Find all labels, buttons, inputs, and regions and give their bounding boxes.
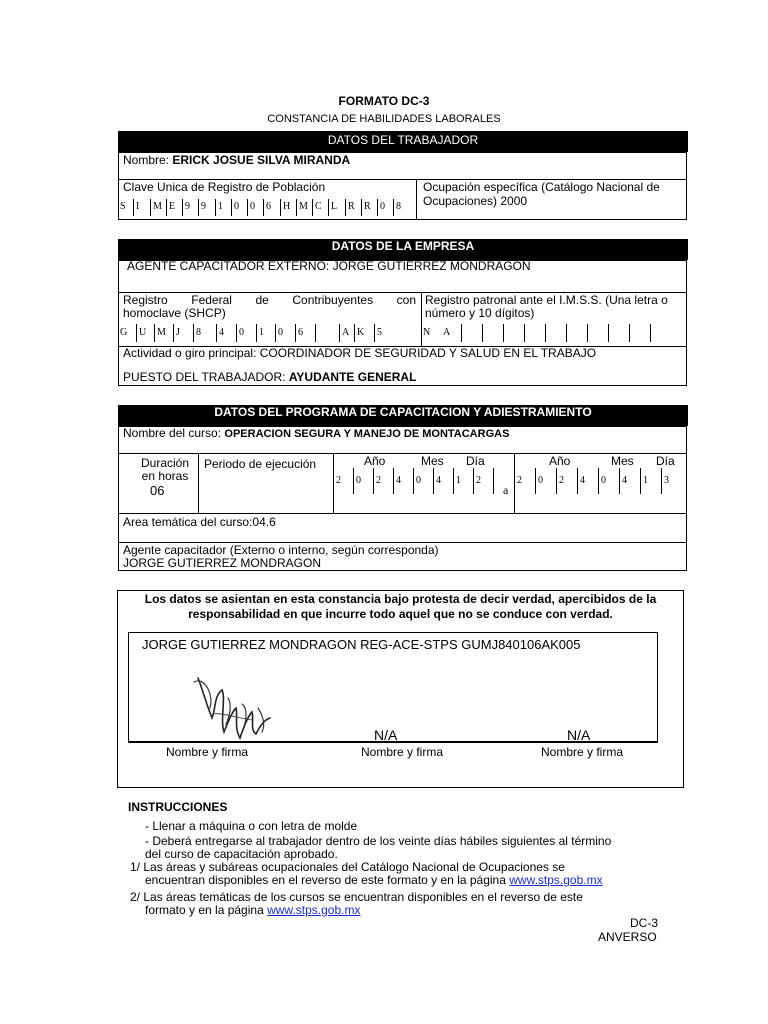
fecha-fin-cell: 4	[578, 468, 599, 494]
fecha-fin-cell: 3	[664, 475, 669, 486]
fecha-fin-cell: 2	[515, 468, 536, 494]
imss-cell	[609, 324, 630, 342]
curp-cell: 0	[248, 199, 264, 216]
fecha-inicio-cell: 1	[454, 468, 474, 494]
imss-cell: A	[441, 324, 462, 342]
form-title: FORMATO DC-3	[338, 94, 430, 108]
curp-cell: R	[346, 199, 362, 216]
fecha-inicio-cell: 0	[354, 468, 374, 494]
rfc-cell: A	[340, 324, 355, 342]
na-2: N/A	[567, 727, 591, 743]
nota-2b-wrap	[145, 903, 360, 917]
nota-1a: 1/ Las áreas y subáreas ocupacionales del Catálogo Nacional de Ocupaciones se	[130, 860, 565, 874]
imss-cell	[630, 324, 651, 342]
actividad-label: Actividad o giro principal:	[123, 346, 257, 360]
duracion-value: 06	[150, 483, 165, 498]
imss-cell	[588, 324, 609, 342]
nombre-firma-2: Nombre y firma	[360, 745, 443, 759]
divider	[416, 179, 417, 220]
fecha-fin-cell: 2	[557, 468, 578, 494]
curp-cell: S	[118, 199, 134, 216]
imss-cell	[504, 324, 525, 342]
curp-cell: 9	[199, 199, 216, 216]
nombre-field	[123, 153, 350, 167]
fecha-inicio-cell: 2	[334, 468, 354, 494]
puesto-value: AYUDANTE GENERAL	[288, 370, 417, 384]
curp-cell: 9	[183, 199, 199, 216]
duracion-label: Duración en horas	[140, 456, 190, 483]
imss-cell: N	[423, 327, 431, 338]
nombre-firma-1: Nombre y firma	[165, 745, 248, 759]
curp-cell: C	[313, 199, 329, 216]
rfc-cell: K	[355, 324, 375, 342]
imss-cell	[483, 324, 504, 342]
actividad-value: COORDINADOR DE SEGURIDAD Y SALUD EN EL TRABAJO	[259, 346, 597, 360]
puesto-label: PUESTO DEL TRABAJADOR:	[123, 370, 286, 384]
fecha-inicio-cell: 2	[474, 468, 494, 494]
dia-label-inicio: Día	[466, 454, 485, 468]
curp-label: Clave Unica de Registro de Población	[123, 180, 326, 194]
curp-cell: 1	[216, 199, 232, 216]
area-label: Area temática del curso:	[123, 515, 253, 529]
area-value: 04.6	[252, 515, 276, 529]
rfc-cells	[118, 324, 401, 342]
rfc-cell: M	[155, 324, 174, 342]
instruccion-1: - Llenar a máquina o con letra de molde	[145, 819, 358, 833]
imss-cell	[462, 324, 483, 342]
rfc-cell: J	[174, 324, 194, 342]
stps-link[interactable]: www.stps.gob.mx	[267, 903, 361, 917]
empresa-box	[118, 260, 687, 386]
fecha-fin-cell: 0	[599, 468, 620, 494]
rfc-cell: G	[118, 324, 137, 342]
section-header-programa: DATOS DEL PROGRAMA DE CAPACITACION Y ADIESTRAMIENTO	[118, 405, 688, 426]
curp-cell: 0	[232, 199, 248, 216]
instrucciones-heading: INSTRUCCIONES	[128, 800, 228, 814]
curp-cell: 6	[264, 199, 281, 216]
signature-image	[192, 668, 282, 746]
agente-value: JORGE GUTIERREZ MONDRAGON	[123, 556, 322, 570]
imss-cell	[567, 324, 588, 342]
nombre-value: ERICK JOSUE SILVA MIRANDA	[172, 153, 351, 167]
fecha-inicio-cell: 4	[394, 468, 414, 494]
curp-cell: M	[297, 199, 313, 216]
divider	[198, 453, 199, 513]
curp-cell: I	[134, 199, 151, 216]
agente-capacitador: AGENTE CAPACITADOR EXTERNO: JORGE GUTIERREZ MONDRAGON	[127, 259, 531, 273]
rfc-cell: 6	[296, 324, 316, 342]
nota-1b-wrap	[145, 873, 603, 887]
puesto-field	[123, 370, 416, 384]
curp-cell: 0	[378, 199, 394, 216]
ocupacion-label: Ocupación específica (Catálogo Nacional de Ocupaciones) 2000	[423, 180, 660, 208]
na-1: N/A	[374, 727, 398, 743]
nombre-label: Nombre:	[123, 153, 170, 167]
instruccion-2a: - Deberá entregarse al trabajador dentro de los veinte días hábiles siguientes al término	[145, 834, 612, 848]
curp-cells	[118, 199, 410, 216]
curp-cell: M	[151, 199, 167, 216]
fecha-inicio-cell: 0	[414, 468, 434, 494]
curp-cell: R	[362, 199, 378, 216]
fecha-inicio-cells	[334, 468, 494, 494]
curso-value: OPERACION SEGURA Y MANEJO DE MONTACARGAS	[224, 428, 510, 440]
section-header-trabajador: DATOS DEL TRABAJADOR	[118, 131, 688, 152]
fecha-fin-cell: 1	[641, 468, 662, 494]
fecha-fin-cell: 0	[536, 468, 557, 494]
imss-cells	[421, 324, 651, 342]
imss-cell	[525, 324, 546, 342]
nota-2a: 2/ Las áreas temáticas de los cursos se encuentran disponibles en el reverso de este	[130, 890, 583, 904]
rfc-cell: 4	[217, 324, 237, 342]
curso-label: Nombre del curso:	[123, 426, 222, 440]
rfc-cell: 0	[237, 324, 257, 342]
form-subtitle: CONSTANCIA DE HABILIDADES LABORALES	[267, 113, 501, 125]
nombre-firma-3: Nombre y firma	[540, 745, 623, 759]
mes-label-inicio: Mes	[421, 454, 444, 468]
divider	[118, 513, 687, 514]
area-field	[123, 515, 276, 529]
rfc-cell: U	[137, 324, 155, 342]
rfc-label-line2: homoclave (SHCP)	[123, 306, 226, 320]
fecha-fin-cells	[515, 468, 683, 494]
curp-cell: E	[167, 199, 183, 216]
rfc-cell: 5	[377, 327, 382, 338]
mes-label-fin: Mes	[611, 454, 634, 468]
dia-label-fin: Día	[656, 454, 675, 468]
instructor-name: JORGE GUTIERREZ MONDRAGON REG-ACE-STPS GUMJ840106AK005	[142, 637, 581, 652]
divider	[118, 453, 687, 454]
imss-cell	[546, 324, 567, 342]
protesta-text: Los datos se asientan en esta constancia bajo protesta de decir verdad, apercibidos de la responsabilidad en que incurre todo aquel que no se conduce con verdad.	[144, 592, 657, 621]
anio-label-inicio: Año	[364, 454, 386, 468]
curp-cell: 8	[396, 201, 401, 212]
rfc-cell: 0	[276, 324, 296, 342]
footer-side: ANVERSO	[598, 930, 657, 944]
footer-code: DC-3	[630, 916, 659, 930]
imss-label: Registro patronal ante el I.M.S.S. (Una letra o número y 10 dígitos)	[425, 293, 668, 320]
rfc-label-line1: Registro Federal de Contribuyentes con	[123, 293, 416, 307]
curp-cell: H	[281, 199, 297, 216]
date-separator: a	[503, 483, 509, 497]
actividad-field	[123, 346, 596, 360]
fecha-fin-cell: 4	[620, 468, 641, 494]
nota-2b: formato y en la página	[145, 903, 264, 917]
nota-1b: encuentran disponibles en el reverso de este formato y en la página	[145, 873, 506, 887]
stps-link[interactable]: www.stps.gob.mx	[509, 873, 603, 887]
periodo-label: Periodo de ejecución	[204, 457, 317, 471]
fecha-inicio-cell: 4	[434, 468, 454, 494]
rfc-cell	[316, 324, 340, 342]
fecha-inicio-cell: 2	[374, 468, 394, 494]
agente-label: Agente capacitador (Externo o interno, según corresponda)	[123, 543, 439, 557]
anio-label-fin: Año	[549, 454, 571, 468]
instruccion-2b: del curso de capacitación aprobado.	[145, 847, 338, 861]
curp-cell: L	[329, 199, 346, 216]
rfc-cell: 8	[194, 324, 217, 342]
curso-field	[123, 426, 509, 440]
section-header-empresa: DATOS DE LA EMPRESA	[118, 239, 688, 260]
rfc-cell: 1	[257, 324, 276, 342]
